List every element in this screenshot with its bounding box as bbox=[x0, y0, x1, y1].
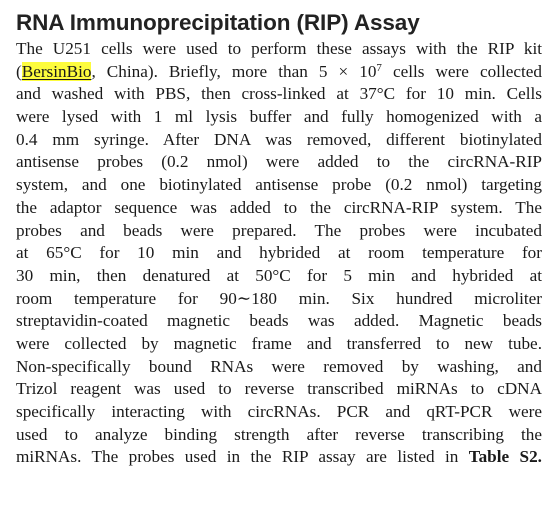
text-line-13: streptavidin-coated magnetic beads was added. Magnetic beads bbox=[16, 311, 542, 331]
line2-after-link: , China). Briefly, more than 5 × 10 bbox=[91, 61, 377, 81]
text-line-2 bbox=[16, 61, 542, 84]
text-line-18: used to analyze binding strength after reverse transcribing the bbox=[16, 424, 542, 444]
text-line-7: system, and one biotinylated antisense probe (0.2 nmol) targeting bbox=[16, 175, 542, 195]
open-paren: ( bbox=[16, 61, 22, 81]
bersinbio-link[interactable]: BersinBio bbox=[21, 61, 92, 81]
text-line-19 bbox=[16, 446, 542, 469]
article-section bbox=[16, 8, 542, 469]
text-line-12: room temperature for 90∼180 min. Six hundred microliter bbox=[16, 288, 542, 308]
line2-end: cells were collected bbox=[381, 61, 542, 81]
text-line-1: The U251 cells were used to perform these assays with the RIP kit bbox=[16, 39, 542, 58]
text-line-5: 0.4 mm syringe. After DNA was removed, different biotinylated bbox=[16, 129, 542, 149]
text-line-11: 30 min, then denatured at 50°C for 5 min and hybrided at bbox=[16, 265, 542, 285]
section-heading: RNA Immunoprecipitation (RIP) Assay bbox=[16, 10, 420, 35]
text-line-4: were lysed with 1 ml lysis buffer and fully homogenized with a bbox=[16, 107, 542, 127]
text-line-15: Non-specifically bound RNAs were removed by washing, and bbox=[16, 356, 542, 376]
text-line-16: Trizol reagent was used to reverse transcribed miRNAs to cDNA bbox=[16, 379, 542, 399]
exponent-superscript: 7 bbox=[376, 61, 382, 74]
text-line-10: at 65°C for 10 min and hybrided at room temperature for bbox=[16, 243, 542, 263]
text-line-17: specifically interacting with circRNAs. PCR and qRT-PCR were bbox=[16, 402, 542, 421]
last-line-prefix: miRNAs. The probes used in the RIP assay are listed in bbox=[16, 447, 469, 467]
text-line-6: antisense probes (0.2 nmol) were added to the circRNA-RIP bbox=[16, 152, 542, 172]
text-line-9: probes and beads were prepared. The probes were incubated bbox=[16, 220, 542, 240]
paragraph-body bbox=[16, 38, 542, 469]
text-line-14: were collected by magnetic frame and transferred to new tube. bbox=[16, 333, 542, 353]
table-s2-reference[interactable]: Table S2. bbox=[468, 447, 542, 467]
text-line-8: the adaptor sequence was added to the circRNA-RIP system. The bbox=[16, 197, 542, 217]
text-line-3: and washed with PBS, then cross-linked at 37°C for 10 min. Cells bbox=[16, 84, 542, 104]
